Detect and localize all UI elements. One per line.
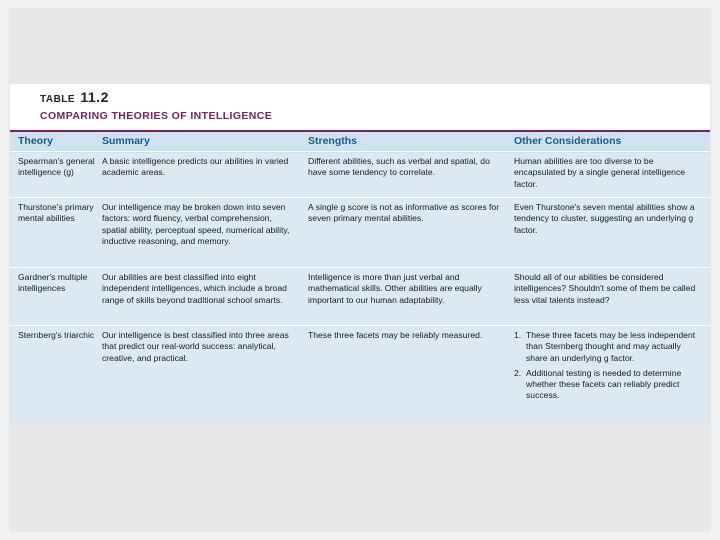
table-row (10, 325, 710, 425)
header-strengths: Strengths (308, 135, 358, 147)
table-row (10, 267, 710, 326)
theory-cell: Spearman's general intelligence (g) (18, 156, 95, 178)
header-summary: Summary (102, 135, 150, 147)
considerations-cell: Human abilities are too diverse to be encapsulated by a single general intelligence factor. (514, 156, 686, 189)
list-number: 1. (514, 330, 522, 340)
header-considerations: Other Considerations (514, 135, 622, 147)
table-row (10, 151, 710, 198)
summary-cell: A basic intelligence predicts our abilities in varied academic areas. (102, 156, 289, 178)
theory-cell: Thurstone's primary mental abilities (18, 202, 94, 224)
header-theory: Theory (18, 135, 54, 147)
table-label-text: TABLE (40, 94, 76, 105)
considerations-cell (514, 330, 704, 406)
strengths-cell: These three facets may be reliably measured. (308, 330, 483, 340)
table-header-row (10, 130, 710, 153)
considerations-cell: Should all of our abilities be considered intelligences? Shouldn't some of them be called less vital talents instead? (514, 272, 696, 305)
table-label (40, 89, 109, 105)
table-number: 11.2 (80, 89, 109, 105)
table-row (10, 197, 710, 268)
strengths-cell: Intelligence is more than just verbal and mathematical skills. Other abilities are equally important to our human adaptability. (308, 272, 482, 305)
considerations-list (514, 330, 704, 402)
considerations-cell: Even Thurstone's seven mental abilities show a tendency to cluster, suggesting an underlying g factor. (514, 202, 695, 235)
theory-cell: Sternberg's triarchic (18, 330, 95, 340)
list-item (514, 330, 704, 364)
table-title: COMPARING THEORIES OF INTELLIGENCE (40, 110, 273, 122)
strengths-cell: Different abilities, such as verbal and spatial, do have some tendency to correlate. (308, 156, 490, 178)
list-item-text: Additional testing is needed to determine whether these facets can reliably predict success. (526, 367, 682, 401)
theories-table (10, 130, 710, 424)
slide-content (10, 84, 710, 424)
table-figure (10, 84, 710, 424)
strengths-cell: A single g score is not as informative as scores for seven primary mental abilities. (308, 202, 500, 224)
list-item (514, 368, 704, 402)
summary-cell: Our abilities are best classified into eight independent intelligences, which include a broad range of skills beyond traditional school smarts. (102, 272, 287, 305)
list-item-text: These three facets may be less independent than Sternberg thought and may actually share an underlying g factor. (526, 330, 696, 363)
list-number: 2. (514, 367, 522, 378)
theory-cell: Gardner's multiple intelligences (18, 272, 88, 294)
summary-cell: Our intelligence may be broken down into seven factors: word fluency, verbal comprehension, spatial ability, perceptual speed, numerical ability, inductive reasoning, and memory. (102, 202, 290, 246)
summary-cell: Our intelligence is best classified into three areas that predict our real-world success: analytical, creative, and practical. (102, 330, 289, 363)
